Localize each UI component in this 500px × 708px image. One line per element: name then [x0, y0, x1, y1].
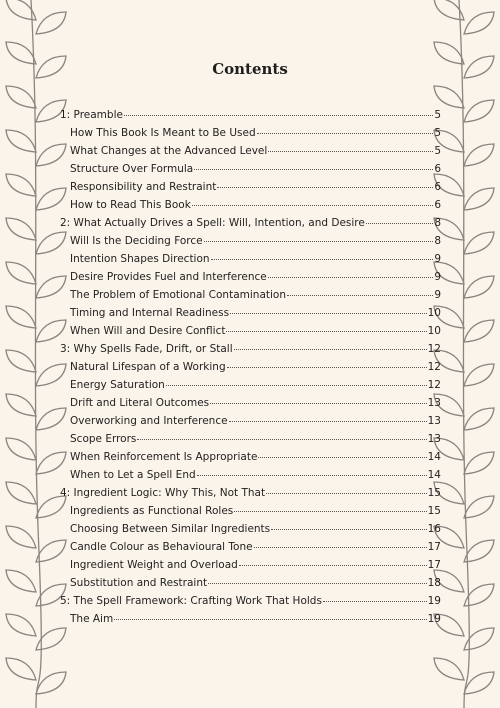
toc-page-number: 9 [434, 253, 441, 265]
vine-leaf [6, 658, 36, 680]
toc-page-number: 8 [434, 217, 441, 229]
vine-leaf [6, 130, 36, 152]
dot-leader [197, 475, 427, 476]
toc-entry-label: Structure Over Formula [70, 163, 194, 175]
toc-page-number: 12 [427, 343, 441, 355]
toc-page-number: 15 [427, 505, 441, 517]
toc-entry-label: 4: Ingredient Logic: Why This, Not That [60, 487, 266, 499]
toc-entry-label: The Problem of Emotional Contamination [70, 289, 286, 301]
toc-section-entry[interactable] [60, 145, 441, 163]
vine-leaf [6, 86, 36, 108]
toc-entry-label: The Aim [70, 613, 114, 625]
toc-entry-label: Scope Errors [70, 433, 137, 445]
toc-page-number: 5 [434, 109, 441, 121]
toc-entry-label: Desire Provides Fuel and Interference [70, 271, 267, 283]
toc-chapter-entry[interactable] [60, 343, 441, 361]
toc-entry-label: Timing and Internal Readiness [70, 307, 230, 319]
vine-leaf [434, 658, 464, 680]
dot-leader [208, 583, 427, 584]
toc-section-entry[interactable] [60, 469, 441, 487]
toc-page-number: 5 [434, 127, 441, 139]
dot-leader [211, 259, 434, 260]
toc-entry-label: What Changes at the Advanced Level [70, 145, 268, 157]
vine-leaf [464, 276, 494, 298]
toc-chapter-entry[interactable] [60, 217, 441, 235]
toc-page-number: 9 [434, 289, 441, 301]
toc-entry-label: Overworking and Interference [70, 415, 228, 427]
toc-page-number: 6 [434, 199, 441, 211]
toc-section-entry[interactable] [60, 577, 441, 595]
dot-leader [226, 331, 426, 332]
dot-leader [268, 277, 434, 278]
toc-section-entry[interactable] [60, 451, 441, 469]
toc-entry-label: Candle Colour as Behavioural Tone [70, 541, 253, 553]
dot-leader [137, 439, 426, 440]
vine-leaf [36, 672, 66, 694]
vine-leaf [36, 12, 66, 34]
vine-leaf [6, 614, 36, 636]
vine-leaf [464, 540, 494, 562]
toc-section-entry[interactable] [60, 433, 441, 451]
toc-entry-label: How This Book Is Meant to Be Used [70, 127, 256, 139]
dot-leader [210, 403, 427, 404]
toc-page-number: 6 [434, 181, 441, 193]
toc-section-entry[interactable] [60, 253, 441, 271]
toc-page-number: 10 [427, 307, 441, 319]
dot-leader [271, 529, 426, 530]
toc-entry-label: Ingredients as Functional Roles [70, 505, 234, 517]
dot-leader [166, 385, 427, 386]
dot-leader [114, 619, 426, 620]
toc-section-entry[interactable] [60, 613, 441, 631]
toc-entry-label: When Will and Desire Conflict [70, 325, 226, 337]
vine-leaf [6, 526, 36, 548]
vine-leaf [6, 438, 36, 460]
vine-leaf [6, 306, 36, 328]
toc-entry-label: Energy Saturation [70, 379, 165, 391]
toc-section-entry[interactable] [60, 559, 441, 577]
vine-leaf [464, 188, 494, 210]
toc-chapter-entry[interactable] [60, 109, 441, 127]
toc-section-entry[interactable] [60, 541, 441, 559]
dot-leader [268, 151, 433, 152]
toc-entry-label: 1: Preamble [60, 109, 123, 121]
dot-leader [366, 223, 433, 224]
toc-page-number: 19 [427, 613, 441, 625]
toc-page-number: 18 [427, 577, 441, 589]
toc-entry-label: Responsibility and Restraint [70, 181, 217, 193]
toc-section-entry[interactable] [60, 505, 441, 523]
dot-leader [192, 205, 434, 206]
toc-section-entry[interactable] [60, 181, 441, 199]
dot-leader [229, 421, 427, 422]
toc-page-number: 9 [434, 271, 441, 283]
dot-leader [230, 313, 427, 314]
toc-page-number: 13 [427, 415, 441, 427]
dot-leader [227, 367, 427, 368]
table-of-contents [60, 109, 441, 631]
toc-page-number: 5 [434, 145, 441, 157]
vine-leaf [434, 86, 464, 108]
dot-leader [204, 241, 434, 242]
toc-page-number: 10 [427, 325, 441, 337]
vine-leaf [464, 364, 494, 386]
dot-leader [234, 511, 426, 512]
toc-page-number: 17 [427, 541, 441, 553]
toc-page-number: 16 [427, 523, 441, 535]
vine-leaf [6, 350, 36, 372]
toc-entry-label: 3: Why Spells Fade, Drift, or Stall [60, 343, 233, 355]
toc-page-number: 13 [427, 397, 441, 409]
toc-section-entry[interactable] [60, 127, 441, 145]
toc-entry-label: Choosing Between Similar Ingredients [70, 523, 271, 535]
vine-leaf [6, 482, 36, 504]
toc-section-entry[interactable] [60, 271, 441, 289]
toc-page-number: 6 [434, 163, 441, 175]
toc-section-entry[interactable] [60, 415, 441, 433]
dot-leader [323, 601, 427, 602]
toc-section-entry[interactable] [60, 289, 441, 307]
toc-section-entry[interactable] [60, 235, 441, 253]
dot-leader [254, 547, 427, 548]
toc-section-entry[interactable] [60, 325, 441, 343]
dot-leader [287, 295, 433, 296]
vine-leaf [36, 628, 66, 650]
toc-section-entry[interactable] [60, 199, 441, 217]
dot-leader [258, 457, 426, 458]
dot-leader [217, 187, 433, 188]
vine-leaf [464, 452, 494, 474]
vine-leaf [6, 262, 36, 284]
toc-entry-label: When to Let a Spell End [70, 469, 196, 481]
toc-entry-label: Intention Shapes Direction [70, 253, 210, 265]
toc-page-number: 14 [427, 469, 441, 481]
vine-leaf [464, 100, 494, 122]
toc-page-number: 12 [427, 379, 441, 391]
vine-leaf [464, 496, 494, 518]
toc-entry-label: Natural Lifespan of a Working [70, 361, 226, 373]
toc-chapter-entry[interactable] [60, 487, 441, 505]
toc-entry-label: Substitution and Restraint [70, 577, 208, 589]
vine-leaf [6, 174, 36, 196]
toc-page-number: 8 [434, 235, 441, 247]
toc-section-entry[interactable] [60, 307, 441, 325]
toc-entry-label: Ingredient Weight and Overload [70, 559, 238, 571]
vine-leaf [464, 628, 494, 650]
dot-leader [234, 349, 427, 350]
toc-entry-label: Will Is the Deciding Force [70, 235, 203, 247]
toc-entry-label: When Reinforcement Is Appropriate [70, 451, 258, 463]
toc-page-number: 13 [427, 433, 441, 445]
toc-entry-label: 2: What Actually Drives a Spell: Will, Intention, and Desire [60, 217, 365, 229]
toc-page-number: 15 [427, 487, 441, 499]
vine-leaf [464, 12, 494, 34]
toc-entry-label: How to Read This Book [70, 199, 191, 211]
dot-leader [266, 493, 427, 494]
vine-leaf [6, 570, 36, 592]
vine-leaf [464, 232, 494, 254]
vine-leaf [6, 218, 36, 240]
toc-page-number: 19 [427, 595, 441, 607]
vine-leaf [464, 672, 494, 694]
dot-leader [257, 133, 434, 134]
toc-section-entry[interactable] [60, 523, 441, 541]
dot-leader [194, 169, 433, 170]
dot-leader [124, 115, 433, 116]
toc-entry-label: Drift and Literal Outcomes [70, 397, 210, 409]
toc-page-number: 17 [427, 559, 441, 571]
toc-section-entry[interactable] [60, 379, 441, 397]
vine-leaf [464, 144, 494, 166]
toc-entry-label: 5: The Spell Framework: Crafting Work That Holds [60, 595, 322, 607]
toc-page-number: 14 [427, 451, 441, 463]
page-title: Contents [212, 60, 288, 78]
vine-leaf [6, 394, 36, 416]
toc-chapter-entry[interactable] [60, 595, 441, 613]
toc-section-entry[interactable] [60, 163, 441, 181]
vine-leaf [464, 320, 494, 342]
toc-section-entry[interactable] [60, 397, 441, 415]
vine-leaf [464, 408, 494, 430]
dot-leader [239, 565, 427, 566]
toc-page-number: 12 [427, 361, 441, 373]
toc-section-entry[interactable] [60, 361, 441, 379]
